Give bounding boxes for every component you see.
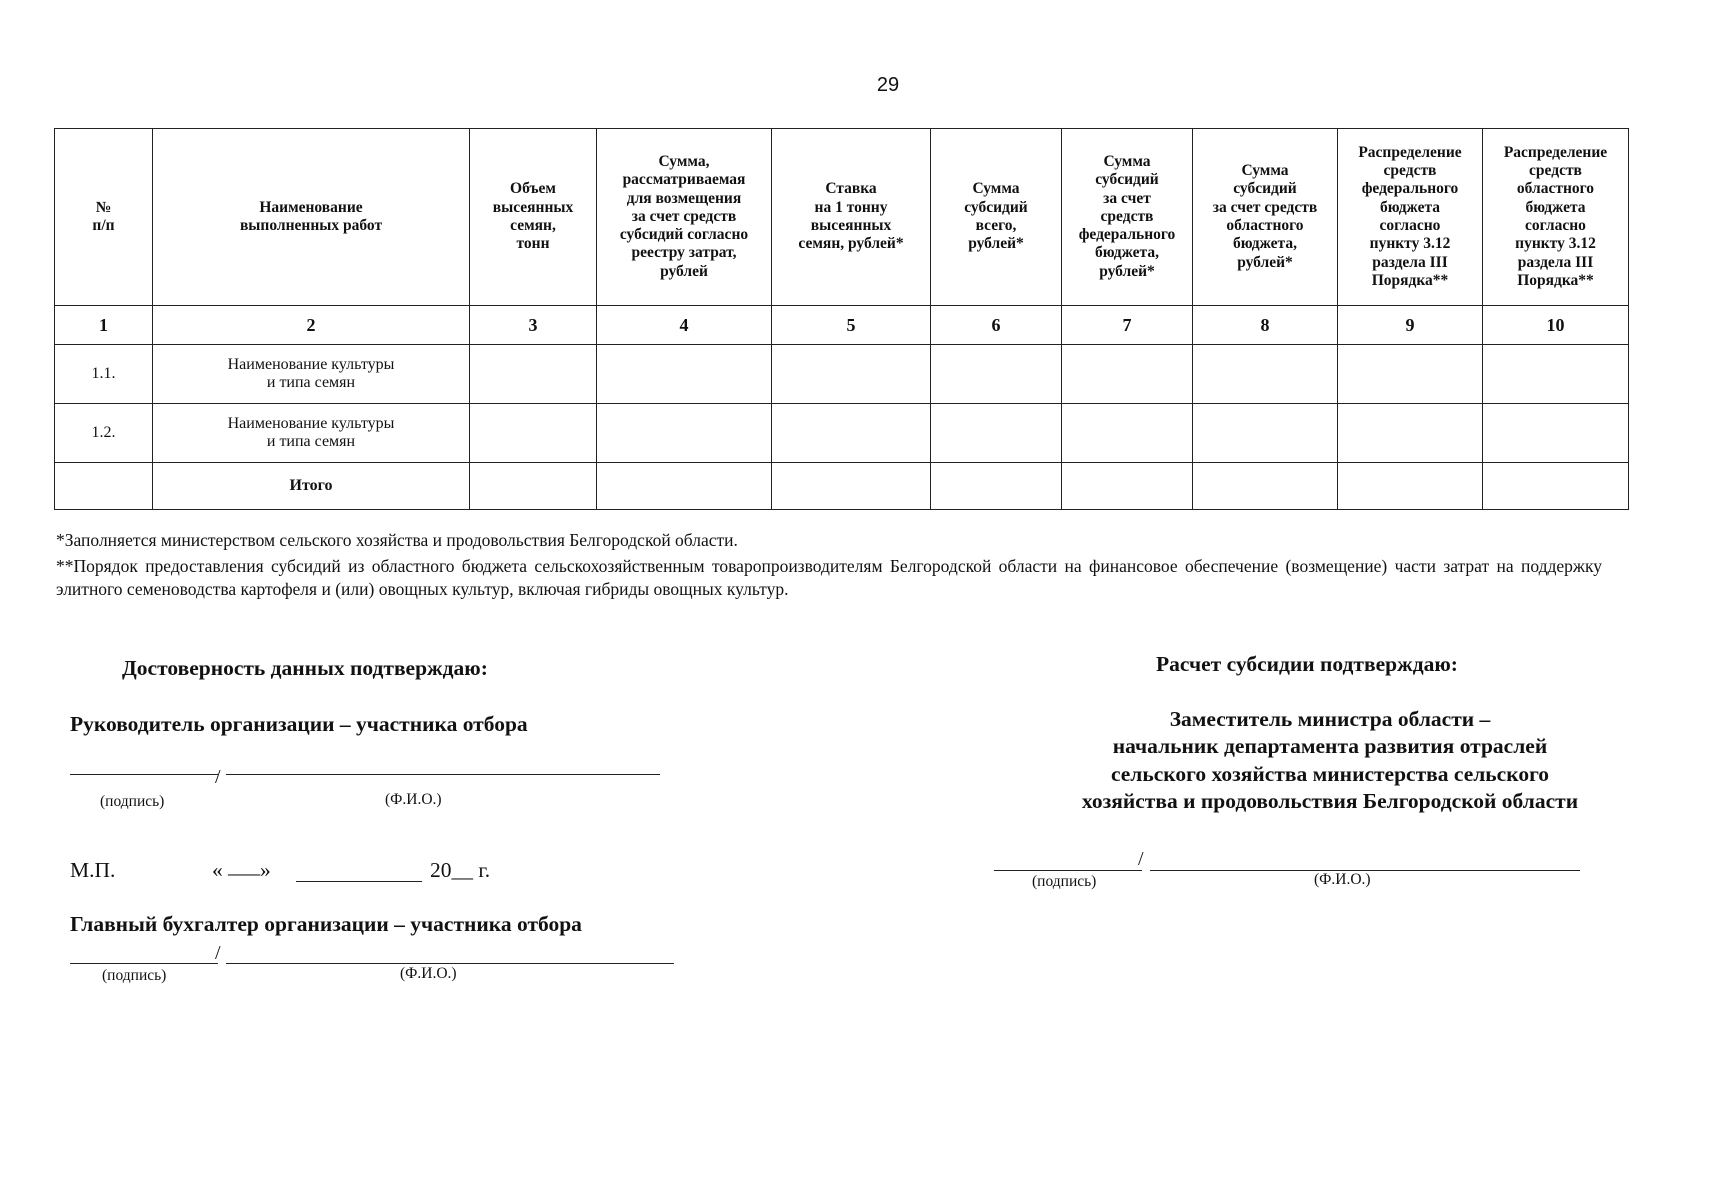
head-signature-label: (подпись) (100, 793, 165, 810)
header-cell: Сумма субсидий за счет средств областного бюджета, рублей* (1193, 129, 1338, 306)
accountant-fio-label: (Ф.И.О.) (400, 965, 457, 982)
right-confirm-heading: Расчет субсидии подтверждаю: (1156, 652, 1458, 676)
head-signature-line (70, 774, 218, 775)
header-cell: Сумма субсидий всего, рублей* (931, 129, 1062, 306)
header-cell: Наименование выполненных работ (153, 129, 470, 306)
row-name-cell: Наименование культуры и типа семян (153, 404, 470, 463)
header-row (55, 129, 1629, 306)
column-number-cell: 4 (597, 306, 772, 345)
official-signature-slash: / (1138, 848, 1144, 870)
official-position-title: Заместитель министра области – начальник департамента развития отраслей сельского хозяйства министерства сельского хозяйства и продовольствия Белгородской области (1081, 707, 1579, 813)
empty-cell (597, 404, 772, 463)
total-label-cell: Итого (153, 463, 470, 510)
empty-cell (1483, 345, 1629, 404)
empty-cell (55, 463, 153, 510)
official-signature-line (994, 870, 1142, 871)
head-fio-line (226, 774, 660, 775)
empty-cell (1193, 404, 1338, 463)
date-close-quote: » (260, 858, 271, 882)
left-confirm-heading: Достоверность данных подтверждаю: (122, 656, 488, 680)
date-month-line (296, 881, 422, 882)
empty-cell (597, 463, 772, 510)
page-number: 29 (876, 74, 900, 96)
empty-cell (597, 345, 772, 404)
header-cell: Сумма субсидий за счет средств федерального бюджета, рублей* (1062, 129, 1193, 306)
empty-cell (1338, 463, 1483, 510)
accountant-fio-line (226, 963, 674, 964)
header-cell: Сумма, рассматриваемая для возмещения за счет средств субсидий согласно реестру затрат, рублей (597, 129, 772, 306)
empty-cell (1483, 463, 1629, 510)
empty-cell (1193, 345, 1338, 404)
header-cell: Распределение средств областного бюджета согласно пункту 3.12 раздела III Порядка** (1483, 129, 1629, 306)
empty-cell (772, 345, 931, 404)
date-day-blank: ___ (228, 854, 261, 878)
official-fio-label: (Ф.И.О.) (1314, 871, 1371, 888)
column-number-cell: 5 (772, 306, 931, 345)
stamp-label: М.П. (70, 858, 116, 882)
empty-cell (772, 404, 931, 463)
column-number-cell: 10 (1483, 306, 1629, 345)
empty-cell (1062, 463, 1193, 510)
empty-cell (1338, 404, 1483, 463)
empty-cell (1062, 404, 1193, 463)
empty-cell (1062, 345, 1193, 404)
subsidy-table (54, 128, 1629, 510)
footnotes (56, 529, 1602, 604)
header-cell: № п/п (55, 129, 153, 306)
date-open-quote: « (212, 858, 223, 882)
accountant-signature-line (70, 963, 218, 964)
empty-cell (1193, 463, 1338, 510)
column-number-cell: 2 (153, 306, 470, 345)
head-title: Руководитель организации – участника отбора (70, 712, 528, 736)
empty-cell (1483, 404, 1629, 463)
accountant-signature-slash: / (215, 942, 221, 964)
column-number-cell: 8 (1193, 306, 1338, 345)
column-number-cell: 3 (470, 306, 597, 345)
head-signature-slash: / (215, 766, 221, 788)
head-fio-label: (Ф.И.О.) (385, 791, 442, 808)
table-row (55, 404, 1629, 463)
column-number-cell: 7 (1062, 306, 1193, 345)
column-number-row (55, 306, 1629, 345)
empty-cell (470, 404, 597, 463)
empty-cell (772, 463, 931, 510)
empty-cell (470, 463, 597, 510)
row-number-cell: 1.2. (55, 404, 153, 463)
footnote-2: **Порядок предоставления субсидий из областного бюджета сельскохозяйственным товаропроизводителям Белгородской области на финансовое обеспечение (возмещение) части затрат на поддержку элитного семеноводства картофеля и (или) овощных культур, включая гибриды овощных культур. (56, 555, 1602, 600)
empty-cell (931, 463, 1062, 510)
row-name-cell: Наименование культуры и типа семян (153, 345, 470, 404)
header-cell: Ставка на 1 тонну высеянных семян, рублей* (772, 129, 931, 306)
column-number-cell: 6 (931, 306, 1062, 345)
column-number-cell: 9 (1338, 306, 1483, 345)
header-cell: Распределение средств федерального бюджета согласно пункту 3.12 раздела III Порядка** (1338, 129, 1483, 306)
accountant-title: Главный бухгалтер организации – участника отбора (70, 912, 582, 936)
accountant-signature-label: (подпись) (102, 967, 167, 984)
official-signature-label: (подпись) (1032, 873, 1097, 890)
empty-cell (931, 404, 1062, 463)
empty-cell (931, 345, 1062, 404)
table-row (55, 345, 1629, 404)
header-cell: Объем высеянных семян, тонн (470, 129, 597, 306)
column-number-cell: 1 (55, 306, 153, 345)
row-number-cell: 1.1. (55, 345, 153, 404)
date-year: 20__ г. (430, 858, 491, 882)
empty-cell (470, 345, 597, 404)
footnote-1: *Заполняется министерством сельского хозяйства и продовольствия Белгородской области. (56, 530, 738, 550)
total-row (55, 463, 1629, 510)
empty-cell (1338, 345, 1483, 404)
